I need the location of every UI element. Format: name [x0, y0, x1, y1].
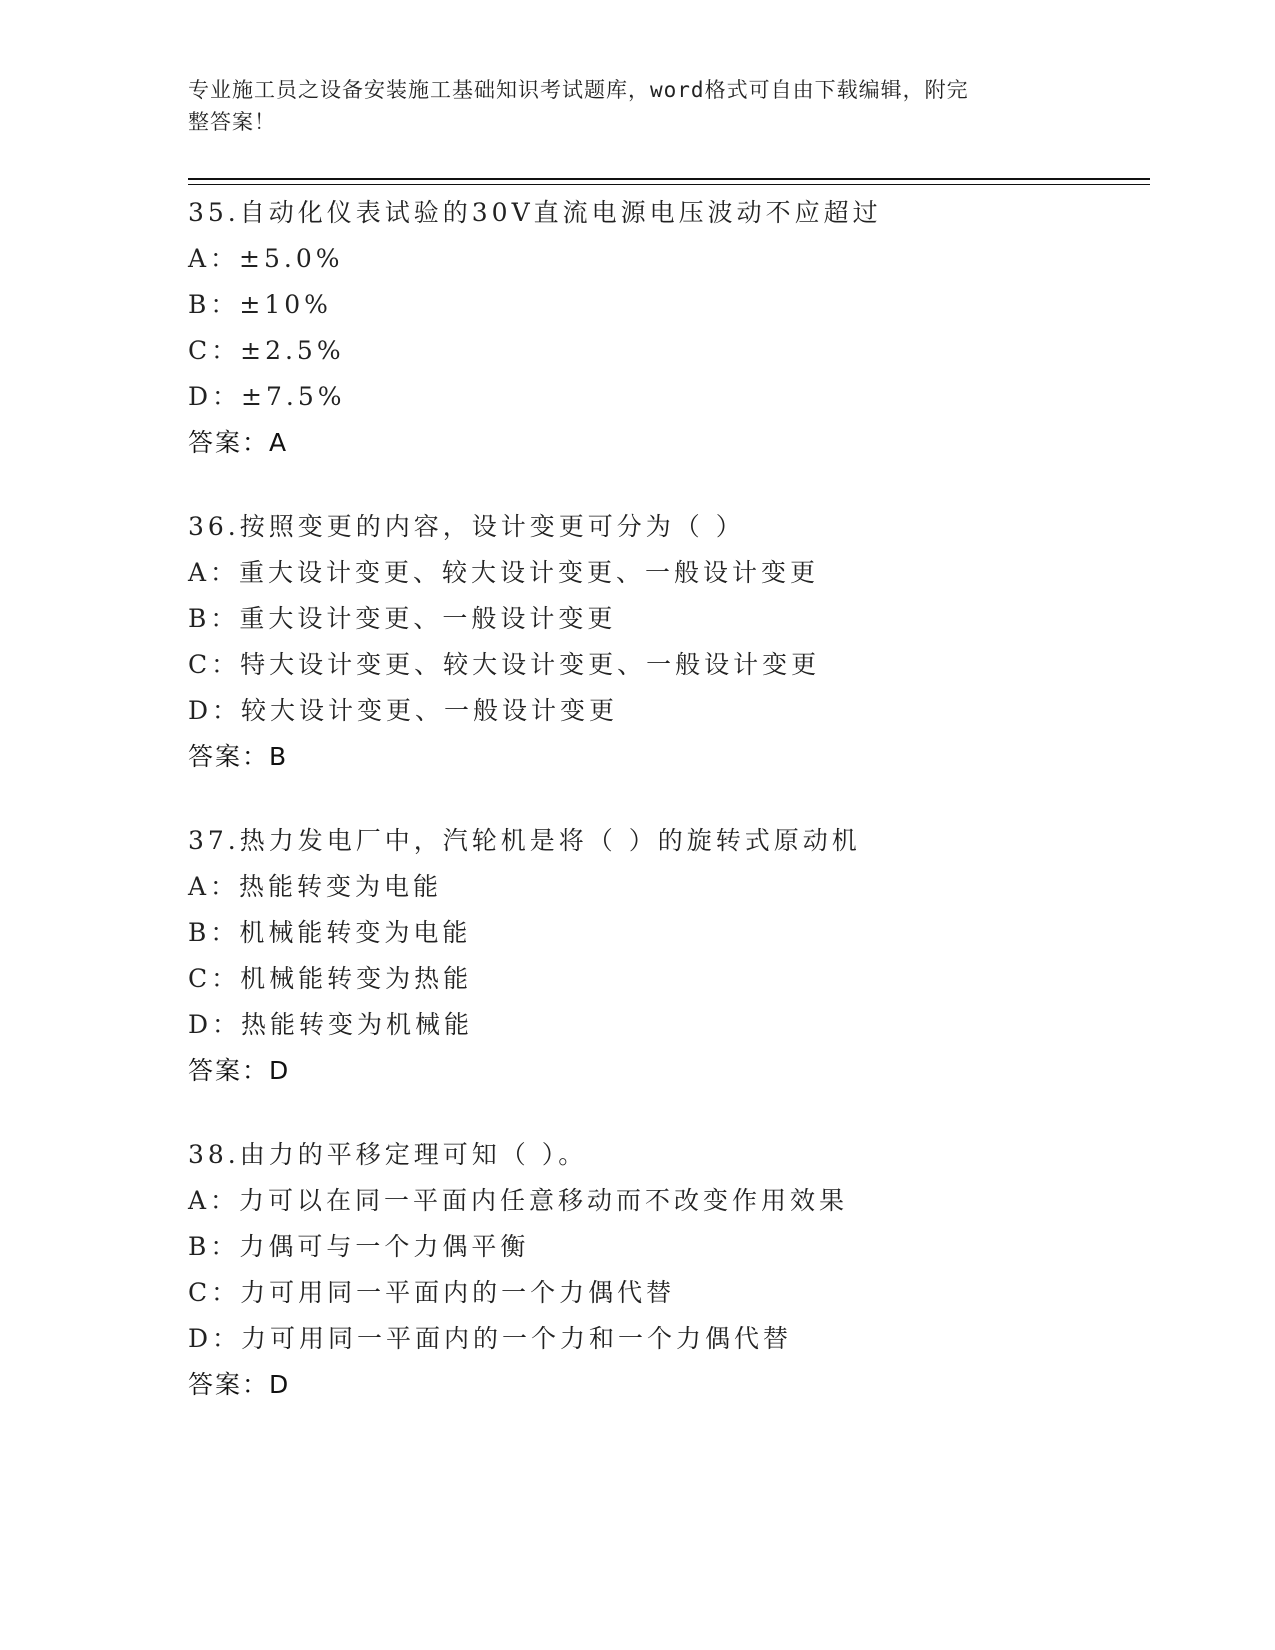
option-a: A：热能转变为电能 — [188, 872, 443, 901]
option-a: A：±5.0% — [188, 244, 344, 273]
question-list — [188, 190, 1148, 1446]
option-b: B：力偶可与一个力偶平衡 — [188, 1232, 530, 1261]
question-36 — [188, 504, 1148, 780]
question-38 — [188, 1132, 1148, 1408]
option-b: B：机械能转变为电能 — [188, 918, 472, 947]
option-c: C：±2.5% — [188, 336, 345, 365]
option-b: B：±10% — [188, 290, 332, 319]
header-line-2: 整答案！ — [188, 110, 276, 134]
option-d: D：±7.5% — [188, 382, 346, 411]
question-35 — [188, 190, 1148, 466]
question-37 — [188, 818, 1148, 1094]
answer-line: 答案：B — [188, 742, 289, 771]
option-c: C：力可用同一平面内的一个力偶代替 — [188, 1278, 676, 1307]
option-c: C：机械能转变为热能 — [188, 964, 473, 993]
question-stem: 38.由力的平移定理可知（ ）。 — [188, 1140, 588, 1169]
question-stem: 36.按照变更的内容，设计变更可分为（ ） — [188, 512, 745, 541]
option-a: A：力可以在同一平面内任意移动而不改变作用效果 — [188, 1186, 849, 1215]
option-a: A：重大设计变更、较大设计变更、一般设计变更 — [188, 558, 820, 587]
question-stem: 37.热力发电厂中，汽轮机是将（ ）的旋转式原动机 — [188, 826, 861, 855]
answer-line: 答案：A — [188, 428, 289, 457]
option-d: D：热能转变为机械能 — [188, 1010, 474, 1039]
option-d: D：力可用同一平面内的一个力和一个力偶代替 — [188, 1324, 793, 1353]
header-divider-thick — [188, 178, 1150, 180]
option-b: B：重大设计变更、一般设计变更 — [188, 604, 617, 633]
header-divider-thin — [188, 184, 1150, 185]
answer-line: 答案：D — [188, 1370, 291, 1399]
option-c: C：特大设计变更、较大设计变更、一般设计变更 — [188, 650, 821, 679]
header-line-1: 专业施工员之设备安装施工基础知识考试题库，word格式可自由下载编辑，附完 — [188, 78, 969, 102]
option-d: D：较大设计变更、一般设计变更 — [188, 696, 619, 725]
question-stem: 35.自动化仪表试验的30V直流电源电压波动不应超过 — [188, 198, 882, 227]
document-header — [188, 74, 1088, 138]
answer-line: 答案：D — [188, 1056, 291, 1085]
